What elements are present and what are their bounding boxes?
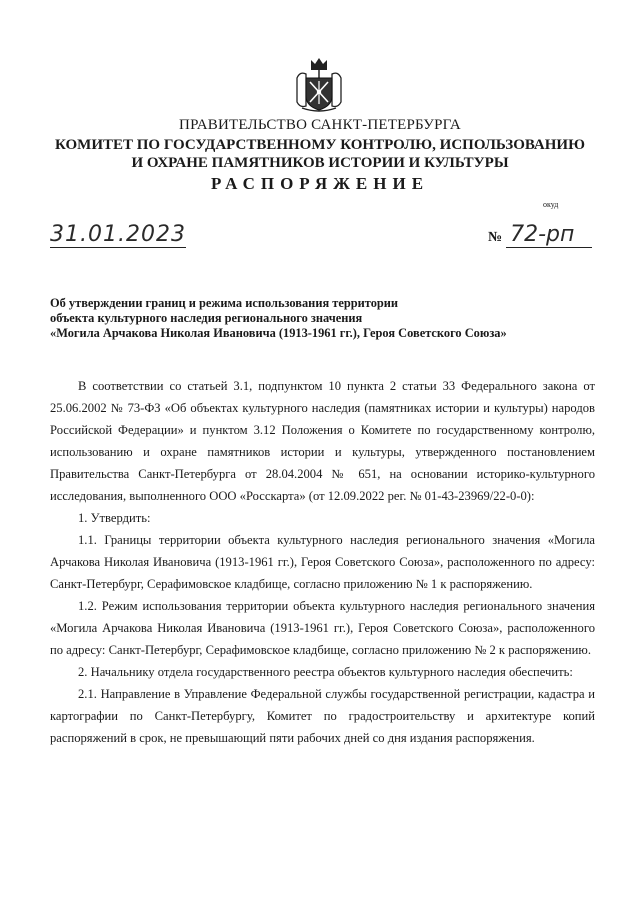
document-number bbox=[488, 222, 592, 248]
body-paragraph-1-2: 1.2. Режим использования территории объекта культурного наследия регионального значения «Могила Арчакова Николая Ивановича (1913-1961 гг.), Героя Советского Союза», расположенного по адресу: Санкт-Петербург, Серафимовское кладбище, согласно приложению № 2 к распоряжению. bbox=[50, 599, 595, 657]
body-paragraph-2-1: 2.1. Направление в Управление Федеральной службы государственной регистрации, кадастра и картографии по Санкт-Петербургу, Комитет по градостроительству и архитектуре копий распоряжений в срок, не превышающий пяти рабочих дней со дня издания распоряжения. bbox=[50, 687, 595, 745]
subject-line2: объекта культурного наследия регионального значения bbox=[50, 311, 363, 325]
government-name: ПРАВИТЕЛЬСТВО САНКТ-ПЕТЕРБУРГА bbox=[179, 117, 461, 133]
document-date: 31.01.2023 bbox=[50, 222, 186, 247]
document-type-title: РАСПОРЯЖЕНИЕ bbox=[210, 174, 430, 193]
committee-name-line2: И ОХРАНЕ ПАМЯТНИКОВ ИСТОРИИ И КУЛЬТУРЫ bbox=[131, 155, 509, 171]
body-paragraph-2: 2. Начальнику отдела государственного реестра объектов культурного наследия обеспечить: bbox=[78, 665, 573, 679]
committee-name bbox=[0, 136, 640, 172]
committee-name-line1: КОМИТЕТ ПО ГОСУДАРСТВЕННОМУ КОНТРОЛЮ, ИСПОЛЬЗОВАНИЮ bbox=[55, 137, 585, 153]
subject-line1: Об утверждении границ и режима использования территории bbox=[50, 296, 399, 310]
body-paragraph-1: 1. Утвердить: bbox=[78, 511, 151, 525]
document-body bbox=[50, 375, 595, 749]
body-paragraph-preamble: В соответствии со статьей 3.1, подпунктом 10 пункта 2 статьи 33 Федерального закона от 25.06.2002 № 73-ФЗ «Об объектах культурного наследия (памятниках истории и культуры) народов Российской Федерации» и пунктом 3.12 Положения о Комитете по государственному контролю, использованию и охране памятников истории и культуры, утвержденного постановлением Правительства Санкт-Петербурга от 28.04.2004 № 651, на основании историко-культурного исследования, выполненного ООО «Росскарта» (от 12.09.2022 рег. № 01-43-23969/22-0-0): bbox=[50, 379, 595, 503]
number-value: 72-рп bbox=[506, 222, 592, 248]
okud-label: окуд bbox=[543, 200, 559, 209]
coat-of-arms-icon bbox=[294, 56, 344, 114]
body-paragraph-1-1: 1.1. Границы территории объекта культурного наследия регионального значения «Могила Арчакова Николая Ивановича (1913-1961 гг.), Героя Советского Союза», расположенного по адресу: Санкт-Петербург, Серафимовское кладбище, согласно приложению № 1 к распоряжению. bbox=[50, 533, 595, 591]
subject-line3: «Могила Арчакова Николая Ивановича (1913-1961 гг.), Героя Советского Союза» bbox=[50, 326, 507, 340]
document-subject bbox=[50, 296, 590, 341]
number-sign: № bbox=[488, 230, 503, 245]
